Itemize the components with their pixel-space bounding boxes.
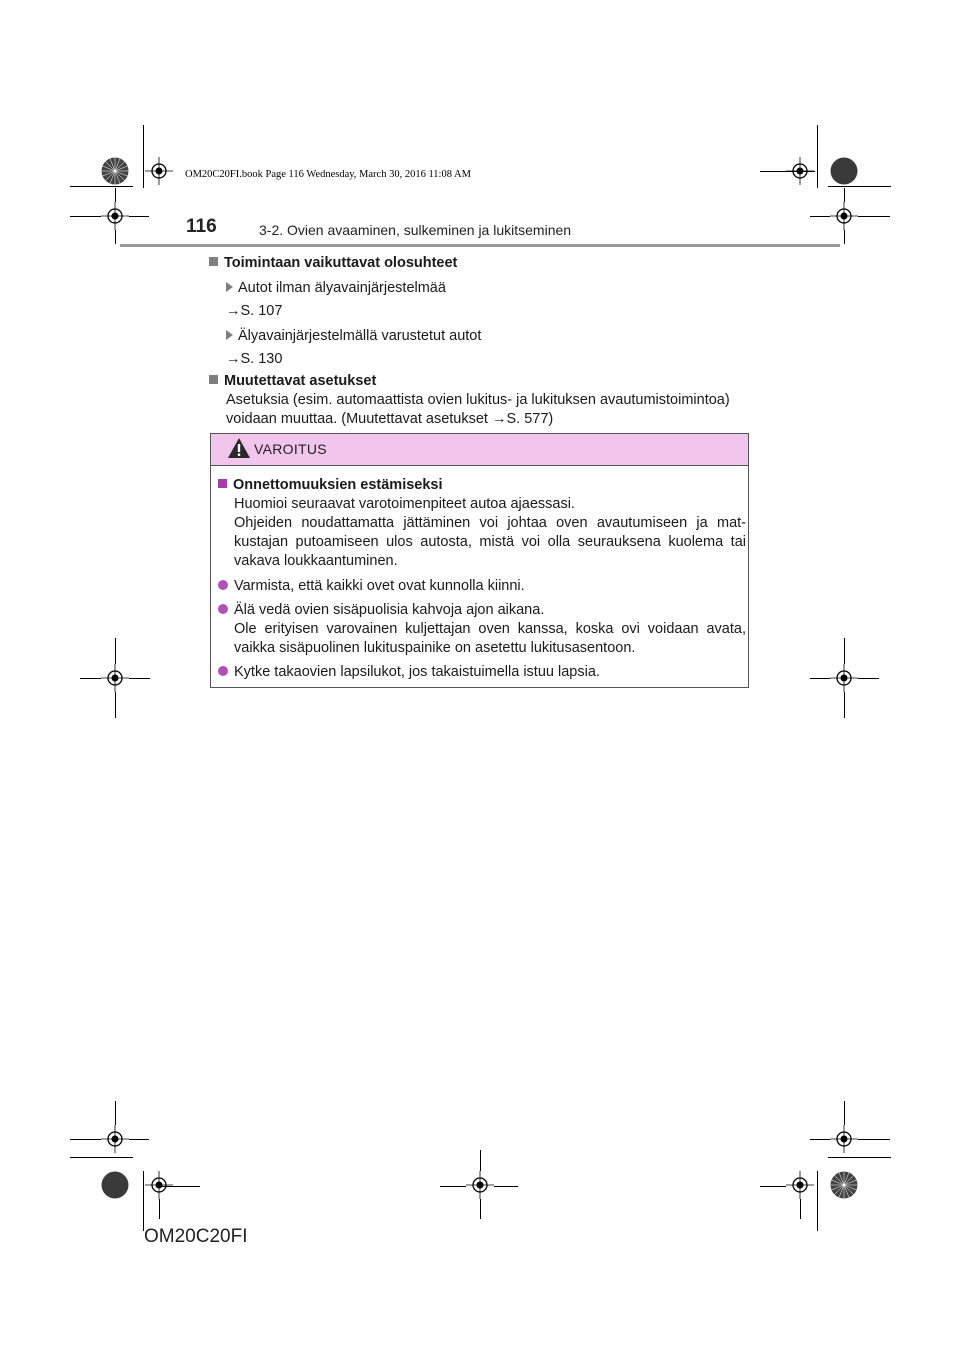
crosshair-icon [830, 202, 858, 230]
registration-dot-icon [101, 1171, 129, 1199]
warning-body [218, 476, 746, 682]
warning-heading: Onnettomuuksien estämiseksi [218, 476, 746, 495]
paragraph-line: voidaan muuttaa. (Muutettavat asetukset →S. 577) [226, 411, 554, 427]
crosshair-icon [786, 1171, 814, 1199]
crosshair-icon [830, 1125, 858, 1153]
crosshair-icon [101, 664, 129, 692]
square-bullet-icon [209, 257, 218, 266]
page-reference[interactable]: →S. 107 [226, 303, 283, 319]
circle-bullet-icon [218, 666, 228, 676]
list-item: Kytke takaovien lapsilukot, jos takaistuimella istuu lapsia. [218, 663, 746, 682]
warning-triangle-icon [227, 437, 251, 459]
warning-header [211, 434, 748, 466]
circle-bullet-icon [218, 604, 228, 614]
triangle-bullet-icon [226, 282, 233, 292]
list-item: Älä vedä ovien sisäpuolisia kahvoja ajon aikana. Ole erityisen varovainen kuljettajan oven kanssa, koska ovi voidaan avata, vaikka sisäpuolinen lukituspainike on asetettu lukitusasentoon. [218, 601, 746, 658]
crosshair-icon [145, 1171, 173, 1199]
crosshair-icon [101, 1125, 129, 1153]
warning-box [210, 433, 749, 688]
print-info: OM20C20FI.book Page 116 Wednesday, March 30, 2016 11:08 AM [185, 169, 471, 180]
crosshair-icon [101, 202, 129, 230]
square-bullet-icon [218, 479, 227, 488]
circle-bullet-icon [218, 580, 228, 590]
page-reference[interactable]: →S. 130 [226, 351, 283, 367]
section-heading: Toimintaan vaikuttavat olosuhteet [209, 254, 754, 273]
triangle-bullet-icon [226, 330, 233, 340]
registration-starburst-icon [101, 157, 129, 185]
warning-detail: Ohjeiden noudattamatta jättäminen voi johtaa oven avautumiseen ja mat-kustajan putoamiseen ulos autosta, mistä voi olla seurauksena kuolema tai vakava loukkaantuminen. [234, 515, 746, 569]
section-heading: Muutettavat asetukset [209, 372, 754, 391]
crosshair-icon [466, 1171, 494, 1199]
list-item: Varmista, että kaikki ovet ovat kunnolla kiinni. [218, 577, 746, 596]
crosshair-icon [145, 157, 173, 185]
registration-starburst-icon [830, 1171, 858, 1199]
running-header: 3-2. Ovien avaaminen, sulkeminen ja lukitseminen [259, 222, 572, 238]
warning-label: VAROITUS [254, 441, 327, 457]
footer-code: OM20C20FI [144, 1226, 248, 1247]
warning-intro: Huomioi seuraavat varotoimenpiteet autoa ajaessasi. [234, 496, 575, 512]
page-content [209, 254, 754, 429]
list-item: Autot ilman älyavainjärjestelmää [226, 279, 754, 298]
list-item: Älyavainjärjestelmällä varustetut autot [226, 327, 754, 346]
registration-dot-icon [830, 157, 858, 185]
paragraph-line: Asetuksia (esim. automaattista ovien lukitus- ja lukituksen avautumistoimintoa) [226, 392, 730, 408]
crosshair-icon [830, 664, 858, 692]
page-number: 116 [186, 216, 217, 237]
square-bullet-icon [209, 375, 218, 384]
header-rule [120, 244, 840, 247]
